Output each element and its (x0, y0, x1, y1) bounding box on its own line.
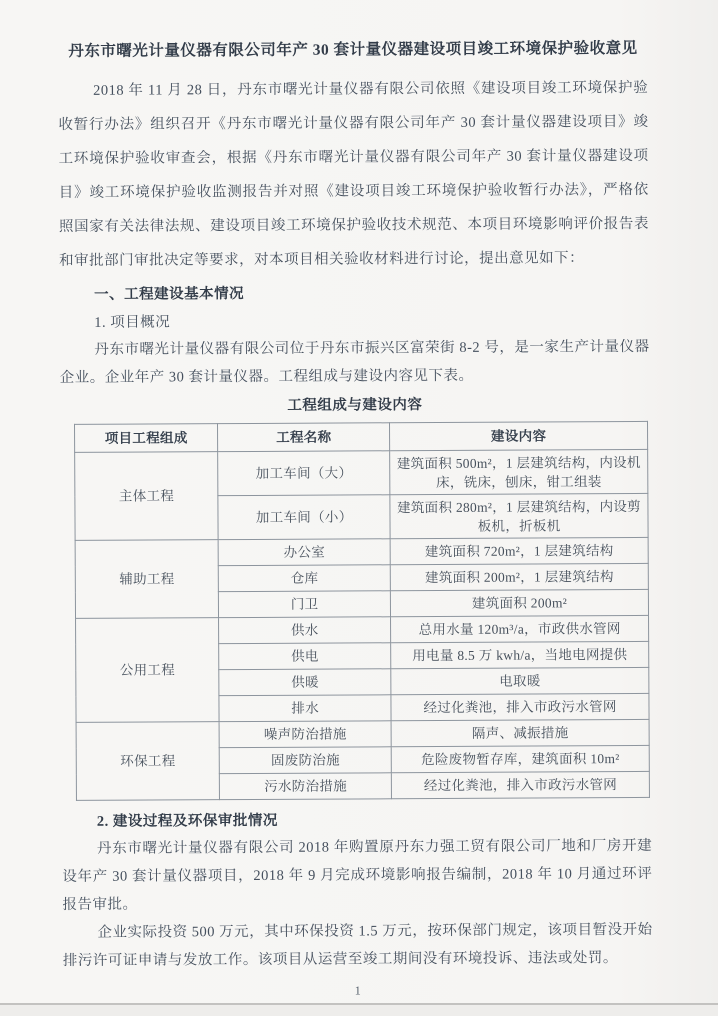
table-cell-group-environmental: 环保工程 (76, 722, 220, 801)
section-1-heading: 一、工程建设基本情况 (94, 286, 245, 303)
table-cell-group-main: 主体工程 (75, 452, 219, 541)
table-cell-content: 经过化粪池，排入市政污水管网 (391, 771, 649, 798)
table-header-project-composition: 项目工程组成 (75, 424, 218, 453)
table-cell-name: 供水 (219, 617, 391, 644)
table-row (75, 537, 648, 566)
section-2-heading: 2. 建设过程及环保审批情况 (96, 812, 278, 830)
table-cell-name: 加工车间（大） (218, 451, 390, 496)
table-cell-content: 建筑面积 280m²，1 层建筑结构，内设剪板机，折板机 (390, 493, 648, 538)
intro-paragraph: 2018 年 11 月 28 日，丹东市曙光计量仪器有限公司依照《建设项目竣工环境保护验收暂行办法》组织召开《丹东市曙光计量仪器有限公司年产 30 套计量仪器建设项目》竣工环境保护验收审查会，根据《丹东市曙光计量仪器有限公司年产 30 套计量仪器建设项目》竣工环境保护验收监测报告并对照《建设项目竣工环境保护验收暂行办法》，严格依照国家有关法律法规、建设项目竣工环境保护验收技术规范、本项目环境影响评价报告表和审批部门审批决定等要求，对本项目相关验收材料进行讨论，提出意见如下： (58, 79, 650, 269)
table-header-construction-content: 建设内容 (390, 421, 648, 450)
document-content (58, 39, 653, 1001)
table-cell-name: 供电 (219, 643, 391, 670)
investment-paragraph: 企业实际投资 500 万元，其中环保投资 1.5 万元，按环保部门规定，该项目暂没开始排污许可证申请与发放工作。该项目从运营至竣工期间没有环境投诉、违法或处罚。 (62, 921, 653, 969)
table-cell-content: 经过化粪池，排入市政污水管网 (391, 693, 649, 720)
table-cell-name: 办公室 (218, 539, 390, 566)
table-cell-content: 建筑面积 200m²，1 层建筑结构 (390, 563, 648, 590)
table-cell-content: 建筑面积 500m²，1 层建筑结构，内设机床，铣床，刨床，钳工组装 (390, 449, 648, 494)
scan-bottom-margin (0, 1005, 718, 1016)
table-cell-group-utility: 公用工程 (76, 618, 220, 723)
table-cell-content: 总用水量 120m³/a，市政供水管网 (391, 615, 649, 642)
table-cell-name: 仓库 (218, 565, 390, 592)
table-cell-name: 噪声防治措施 (219, 721, 391, 748)
table-cell-content: 用电量 8.5 万 kwh/a，当地电网提供 (391, 641, 649, 668)
project-overview-paragraph: 丹东市曙光计量仪器有限公司位于丹东市振兴区富荣街 8-2 号，是一家生产计量仪器企业。企业年产 30 套计量仪器。工程组成与建设内容见下表。 (59, 338, 650, 386)
page-number: 1 (354, 983, 362, 998)
table-cell-name: 门卫 (219, 591, 391, 618)
table-row (76, 615, 649, 644)
table-cell-name: 供暖 (219, 669, 391, 696)
construction-process-paragraph: 丹东市曙光计量仪器有限公司 2018 年购置原丹东力强工贸有限公司厂地和厂房开建设年产 30 套计量仪器项目，2018 年 9 月完成环境影响报告编制，2018 年 10 月通过环评报告审批。 (62, 837, 653, 913)
table-cell-name: 加工车间（小） (218, 495, 390, 540)
table-cell-content: 隔声、减振措施 (391, 719, 649, 746)
table-header-row (75, 421, 648, 452)
table-cell-content: 电取暖 (391, 667, 649, 694)
table-cell-name: 固废防治施 (219, 747, 391, 774)
table-row (75, 449, 648, 496)
table-cell-name: 排水 (219, 695, 391, 722)
document-title: 丹东市曙光计量仪器有限公司年产 30 套计量仪器建设项目竣工环境保护验收意见 (68, 39, 638, 60)
table-header-project-name: 工程名称 (218, 423, 390, 452)
table-cell-content: 建筑面积 200m² (391, 589, 649, 616)
section-1-subheading: 1. 项目概况 (94, 314, 171, 331)
project-composition-table (74, 421, 650, 801)
table-title: 工程组成与建设内容 (287, 397, 423, 414)
table-row (76, 719, 649, 748)
table-cell-name: 污水防治措施 (220, 773, 392, 800)
table-cell-group-auxiliary: 辅助工程 (75, 540, 219, 619)
table-cell-content: 危险废物暂存库，建筑面积 10m² (391, 745, 649, 772)
table-cell-content: 建筑面积 720m²，1 层建筑结构 (390, 537, 648, 564)
